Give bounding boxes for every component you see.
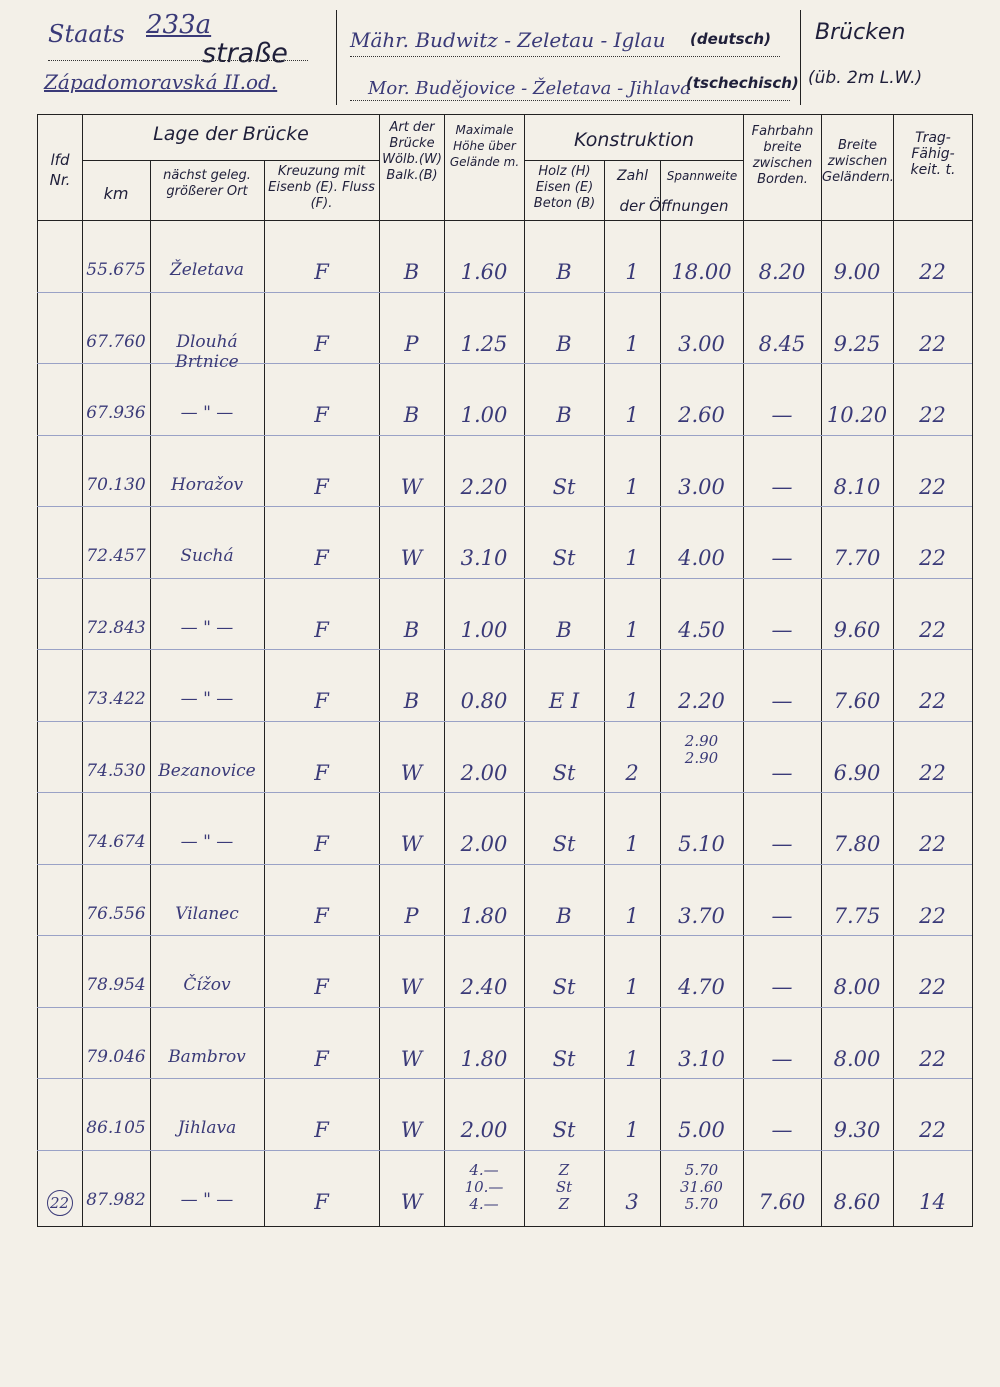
cell-trag: 22	[919, 832, 946, 856]
cell-art: P	[404, 331, 419, 356]
col-header-holz: Holz (H) Eisen (E) Beton (B)	[533, 164, 596, 211]
cell-kreuz: F	[314, 546, 329, 570]
col-header-zahl: Zahl	[617, 168, 648, 184]
cell-art: W	[400, 546, 423, 570]
strasse-label: straße	[202, 38, 288, 69]
route-german: Mähr. Budwitz - Zeletau - Iglau	[350, 28, 666, 52]
cell-art: W	[400, 474, 423, 499]
cell-bau: St	[552, 832, 576, 856]
cell-kreuz: F	[314, 689, 329, 713]
cell-km: 72.843	[86, 617, 146, 638]
cell-breite: 9.00	[833, 260, 881, 284]
cell-nr: 22	[37, 1190, 82, 1216]
cell-fahr: —	[771, 760, 793, 785]
cell-km: 78.954	[86, 975, 146, 995]
cell-spann: 3.10	[678, 1046, 725, 1071]
cell-km: 67.936	[86, 403, 146, 423]
cell-spann: 2.60	[678, 403, 725, 427]
cell-zahl: 1	[625, 546, 639, 570]
cell-hoehe: 1.80	[460, 1046, 508, 1071]
cell-zahl: 1	[625, 260, 639, 284]
dotted-line	[350, 56, 780, 57]
cell-km: 70.130	[86, 474, 146, 495]
cell-kreuz: F	[314, 331, 329, 356]
col-header-lfd-nr: lfd Nr.	[49, 151, 71, 189]
cell-km: 73.422	[86, 689, 146, 709]
cell-spann: 18.00	[671, 260, 732, 284]
cell-hoehe: 0.80	[460, 689, 508, 713]
col-header-kreuzung: Kreuzung mit Eisenb (E). Fluss (F).	[268, 164, 375, 211]
cell-breite: 8.00	[833, 975, 881, 999]
row-divider	[37, 649, 972, 650]
subheader-line	[524, 160, 743, 161]
col-header-spannweite: Spannweite	[666, 169, 738, 183]
table-bottom-border	[37, 1226, 972, 1227]
cell-zahl: 1	[625, 331, 639, 356]
cell-kreuz: F	[314, 474, 329, 499]
cell-hoehe: 2.00	[460, 832, 508, 856]
cell-art: W	[400, 832, 423, 856]
cell-breite: 7.75	[833, 903, 881, 928]
col-header-breite: Breite zwischen Geländern.	[822, 138, 894, 185]
col-header-art: Art der Brücke Wölb.(W) Balk.(B)	[382, 120, 442, 183]
cell-bau: St	[552, 1118, 576, 1142]
cell-art: B	[403, 403, 420, 427]
cell-spann: 2.20	[678, 689, 725, 713]
cell-fahr: 8.45	[758, 331, 806, 356]
cell-breite: 9.60	[833, 617, 881, 642]
cell-fahr: —	[771, 903, 793, 928]
cell-bau: B	[556, 403, 572, 427]
cell-trag: 22	[919, 1118, 946, 1142]
cell-hoehe: 1.60	[460, 260, 508, 284]
cell-breite: 9.25	[833, 331, 881, 356]
cell-fahr: —	[771, 975, 793, 999]
cell-bau: St	[552, 474, 576, 499]
cell-art: W	[400, 1118, 423, 1142]
cell-ort: Dlouhá Brtnice	[175, 331, 239, 372]
row-divider	[37, 578, 972, 579]
cell-art: W	[400, 760, 423, 785]
header-divider	[336, 10, 337, 105]
cell-zahl: 1	[625, 403, 639, 427]
cell-spann: 3.00	[678, 474, 725, 499]
cell-breite: 8.60	[833, 1189, 881, 1214]
cell-km: 86.105	[86, 1118, 146, 1138]
cell-bau: St	[552, 1046, 576, 1071]
cell-spann: 5.00	[678, 1118, 725, 1142]
cell-km: 72.457	[86, 546, 146, 566]
cell-bau: B	[556, 903, 572, 928]
cell-hoehe: 1.25	[460, 331, 508, 356]
cell-fahr: —	[771, 403, 793, 427]
row-divider	[37, 292, 972, 293]
col-line	[972, 114, 973, 1227]
cell-bau: E I	[548, 689, 580, 713]
cell-hoehe: 1.80	[460, 903, 508, 928]
cell-kreuz: F	[314, 1189, 329, 1214]
cell-zahl: 1	[625, 903, 639, 928]
cell-art: B	[403, 617, 420, 642]
cell-breite: 9.30	[833, 1118, 881, 1142]
cell-km: 55.675	[86, 260, 146, 280]
cell-art: P	[404, 903, 419, 928]
cell-trag: 22	[919, 474, 946, 499]
road-number: 233a	[146, 10, 212, 40]
row-divider	[37, 1150, 972, 1151]
cell-ort: — " —	[180, 403, 234, 423]
cell-spann: 3.00	[678, 331, 725, 356]
cell-breite: 7.60	[833, 689, 881, 713]
cell-hoehe: 2.00	[460, 760, 508, 785]
col-header-naechst-ort: nächst geleg. größerer Ort	[163, 168, 251, 199]
brucken-label: Brücken	[815, 20, 906, 45]
header-divider	[800, 10, 801, 105]
cell-trag: 22	[919, 617, 946, 642]
staats-label: Staats	[48, 20, 125, 48]
cell-zahl: 2	[625, 760, 639, 785]
cell-spann: 4.70	[678, 975, 725, 999]
cell-art: B	[403, 689, 420, 713]
cell-breite: 8.00	[833, 1046, 881, 1071]
cell-fahr: —	[771, 617, 793, 642]
cell-kreuz: F	[314, 403, 329, 427]
subheader-line	[82, 160, 379, 161]
cell-bau: Z St Z	[555, 1160, 573, 1213]
cell-art: B	[403, 260, 420, 284]
cell-zahl: 3	[625, 1189, 639, 1214]
row-divider	[37, 935, 972, 936]
row-divider	[37, 1078, 972, 1079]
cell-hoehe: 2.00	[460, 1118, 508, 1142]
cell-ort: Želetava	[169, 260, 245, 280]
row-divider	[37, 864, 972, 865]
row-divider	[37, 721, 972, 722]
cell-hoehe: 2.20	[460, 474, 508, 499]
cell-bau: B	[556, 617, 572, 642]
cell-kreuz: F	[314, 260, 329, 284]
cell-ort: — " —	[180, 832, 234, 852]
cell-fahr: —	[771, 1118, 793, 1142]
cell-bau: St	[552, 760, 576, 785]
tschechisch-label: (tschechisch)	[686, 74, 799, 92]
cell-spann: 5.10	[678, 832, 725, 856]
row-divider	[37, 1007, 972, 1008]
cell-ort: — " —	[180, 617, 234, 638]
cell-fahr: 7.60	[758, 1189, 806, 1214]
cell-ort: Suchá	[180, 546, 234, 566]
cell-hoehe: 1.00	[460, 403, 508, 427]
cell-bau: St	[552, 546, 576, 570]
cell-trag: 22	[919, 1046, 946, 1071]
cell-fahr: —	[771, 832, 793, 856]
col-header-lage: Lage der Brücke	[153, 123, 309, 145]
cell-spann: 2.90 2.90	[684, 731, 719, 767]
cell-km: 76.556	[86, 903, 146, 924]
col-header-der-oeffnungen: der Öffnungen	[619, 197, 729, 215]
cell-fahr: 8.20	[758, 260, 806, 284]
cell-breite: 6.90	[833, 760, 881, 785]
cell-art: W	[400, 1046, 423, 1071]
cell-bau: B	[556, 260, 572, 284]
cell-zahl: 1	[625, 975, 639, 999]
cell-breite: 7.80	[833, 832, 881, 856]
cell-trag: 22	[919, 331, 946, 356]
cell-trag: 14	[919, 1189, 946, 1214]
cell-breite: 10.20	[826, 403, 888, 427]
cell-km: 79.046	[86, 1046, 146, 1067]
cell-ort: — " —	[180, 689, 234, 709]
dotted-line	[48, 60, 308, 61]
table-top-border	[37, 114, 972, 115]
cell-trag: 22	[919, 689, 946, 713]
route-czech: Mor. Budějovice - Želetava - Jihlava	[368, 78, 691, 99]
cell-bau: B	[556, 331, 572, 356]
cell-zahl: 1	[625, 617, 639, 642]
cell-zahl: 1	[625, 474, 639, 499]
cell-zahl: 1	[625, 689, 639, 713]
cell-ort: Čížov	[183, 975, 231, 995]
cell-hoehe: 1.00	[460, 617, 508, 642]
row-divider	[37, 435, 972, 436]
cell-art: W	[400, 1189, 423, 1214]
cell-kreuz: F	[314, 1046, 329, 1071]
cell-fahr: —	[771, 1046, 793, 1071]
cell-hoehe: 4.— 10.— 4.—	[464, 1160, 504, 1213]
cell-trag: 22	[919, 403, 946, 427]
col-header-km: km	[103, 184, 129, 203]
cell-ort: — " —	[180, 1189, 234, 1210]
cell-trag: 22	[919, 260, 946, 284]
col-header-max-hoehe: Maximale Höhe über Gelände m.	[449, 123, 520, 169]
cell-km: 74.530	[86, 760, 146, 781]
cell-fahr: —	[771, 546, 793, 570]
cell-spann: 3.70	[678, 903, 725, 928]
cell-fahr: —	[771, 474, 793, 499]
cell-zahl: 1	[625, 1118, 639, 1142]
cell-hoehe: 3.10	[460, 546, 508, 570]
dotted-line	[350, 100, 790, 101]
cell-km: 87.982	[86, 1189, 146, 1210]
cell-bau: St	[552, 975, 576, 999]
cell-spann: 4.00	[678, 546, 725, 570]
cell-kreuz: F	[314, 903, 329, 928]
cell-hoehe: 2.40	[460, 975, 508, 999]
col-header-trag: Trag- Fähig- keit. t.	[910, 130, 956, 178]
cell-kreuz: F	[314, 975, 329, 999]
col-header-konstruktion: Konstruktion	[573, 129, 695, 151]
cell-fahr: —	[771, 689, 793, 713]
table-header-bottom	[37, 220, 972, 221]
cell-kreuz: F	[314, 832, 329, 856]
cell-km: 74.674	[86, 832, 146, 852]
col-line	[37, 114, 38, 1227]
cell-trag: 22	[919, 546, 946, 570]
deutsch-label: (deutsch)	[690, 30, 771, 48]
ub-label: (üb. 2m L.W.)	[808, 68, 923, 88]
cell-ort: Horažov	[170, 474, 244, 495]
cell-ort: Jihlava	[177, 1118, 237, 1138]
cell-trag: 22	[919, 975, 946, 999]
cell-zahl: 1	[625, 1046, 639, 1071]
cell-zahl: 1	[625, 832, 639, 856]
row-divider	[37, 792, 972, 793]
cell-ort: Bezanovice	[158, 760, 256, 781]
cell-kreuz: F	[314, 760, 329, 785]
cell-ort: Vilanec	[175, 903, 239, 924]
col-header-fahrbahn: Fahrbahn breite zwischen Borden.	[751, 124, 814, 187]
row-divider	[37, 506, 972, 507]
cell-breite: 7.70	[833, 546, 881, 570]
cell-breite: 8.10	[833, 474, 881, 499]
cell-trag: 22	[919, 903, 946, 928]
cell-ort: Bambrov	[168, 1046, 246, 1067]
cell-km: 67.760	[86, 331, 146, 352]
cell-trag: 22	[919, 760, 946, 785]
cell-art: W	[400, 975, 423, 999]
cell-spann: 5.70 31.60 5.70	[680, 1160, 723, 1213]
route-czech-prefix: Západomoravská II.od.	[44, 70, 278, 94]
cell-kreuz: F	[314, 1118, 329, 1142]
cell-spann: 4.50	[678, 617, 725, 642]
cell-kreuz: F	[314, 617, 329, 642]
